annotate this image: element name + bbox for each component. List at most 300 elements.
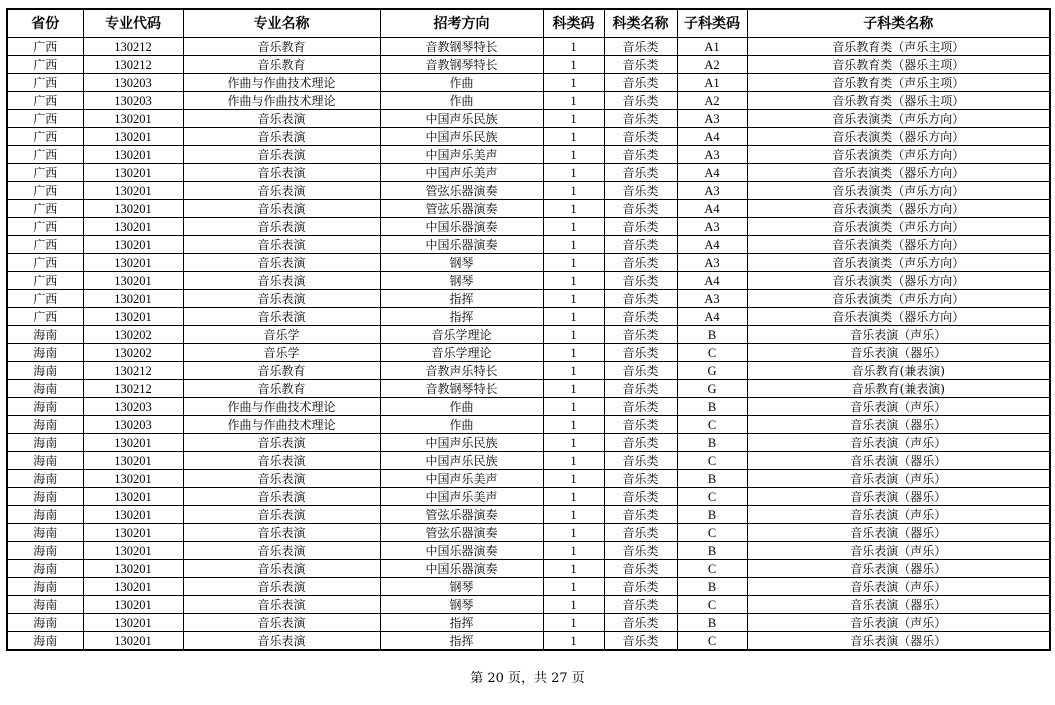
cell-major-code: 130201 xyxy=(83,488,183,506)
cell-major-code: 130201 xyxy=(83,200,183,218)
cell-category-code: 1 xyxy=(543,110,604,128)
cell-province: 海南 xyxy=(7,542,83,560)
cell-category-code: 1 xyxy=(543,560,604,578)
cell-province: 广西 xyxy=(7,164,83,182)
cell-category-name: 音乐类 xyxy=(604,470,677,488)
cell-major-code: 130201 xyxy=(83,542,183,560)
table-row xyxy=(7,74,1050,92)
cell-province: 海南 xyxy=(7,362,83,380)
cell-province: 海南 xyxy=(7,398,83,416)
cell-major-name: 音乐教育 xyxy=(183,38,380,56)
cell-major-name: 音乐表演 xyxy=(183,632,380,651)
cell-subcategory-code: B xyxy=(677,398,747,416)
table-row xyxy=(7,578,1050,596)
cell-category-code: 1 xyxy=(543,614,604,632)
cell-subcategory-code: C xyxy=(677,488,747,506)
cell-category-code: 1 xyxy=(543,452,604,470)
cell-category-name: 音乐类 xyxy=(604,506,677,524)
cell-major-code: 130201 xyxy=(83,614,183,632)
cell-province: 广西 xyxy=(7,200,83,218)
cell-subcategory-name: 音乐教育(兼表演) xyxy=(747,380,1050,398)
cell-category-name: 音乐类 xyxy=(604,326,677,344)
cell-category-code: 1 xyxy=(543,506,604,524)
cell-major-name: 音乐表演 xyxy=(183,254,380,272)
table-row xyxy=(7,326,1050,344)
table-row xyxy=(7,290,1050,308)
cell-subcategory-name: 音乐表演类（器乐方向） xyxy=(747,272,1050,290)
cell-category-code: 1 xyxy=(543,74,604,92)
cell-major-name: 音乐表演 xyxy=(183,560,380,578)
cell-category-code: 1 xyxy=(543,362,604,380)
cell-exam-direction: 音教钢琴特长 xyxy=(380,380,543,398)
cell-subcategory-name: 音乐表演（器乐） xyxy=(747,524,1050,542)
cell-province: 广西 xyxy=(7,308,83,326)
cell-subcategory-code: G xyxy=(677,362,747,380)
cell-province: 海南 xyxy=(7,344,83,362)
cell-province: 海南 xyxy=(7,596,83,614)
cell-category-code: 1 xyxy=(543,632,604,651)
cell-subcategory-code: B xyxy=(677,614,747,632)
cell-exam-direction: 音教钢琴特长 xyxy=(380,38,543,56)
table-row xyxy=(7,164,1050,182)
table-row xyxy=(7,452,1050,470)
cell-major-name: 音乐表演 xyxy=(183,614,380,632)
table-row xyxy=(7,560,1050,578)
cell-subcategory-name: 音乐表演（器乐） xyxy=(747,632,1050,651)
cell-category-code: 1 xyxy=(543,380,604,398)
cell-subcategory-name: 音乐表演类（器乐方向） xyxy=(747,164,1050,182)
cell-major-name: 音乐学 xyxy=(183,344,380,362)
cell-exam-direction: 管弦乐器演奏 xyxy=(380,182,543,200)
cell-province: 广西 xyxy=(7,38,83,56)
cell-exam-direction: 音教声乐特长 xyxy=(380,362,543,380)
cell-subcategory-code: A2 xyxy=(677,92,747,110)
cell-major-name: 音乐表演 xyxy=(183,218,380,236)
cell-exam-direction: 中国乐器演奏 xyxy=(380,218,543,236)
header-major-name: 专业名称 xyxy=(183,9,380,38)
cell-category-code: 1 xyxy=(543,128,604,146)
table-header xyxy=(7,9,1050,38)
cell-category-name: 音乐类 xyxy=(604,560,677,578)
header-category-name: 科类名称 xyxy=(604,9,677,38)
table-row xyxy=(7,596,1050,614)
header-major-code: 专业代码 xyxy=(83,9,183,38)
cell-subcategory-code: C xyxy=(677,416,747,434)
cell-major-code: 130201 xyxy=(83,218,183,236)
table-row xyxy=(7,272,1050,290)
cell-category-name: 音乐类 xyxy=(604,416,677,434)
cell-major-name: 作曲与作曲技术理论 xyxy=(183,398,380,416)
cell-category-name: 音乐类 xyxy=(604,290,677,308)
cell-subcategory-code: C xyxy=(677,524,747,542)
cell-subcategory-code: A3 xyxy=(677,218,747,236)
cell-subcategory-code: B xyxy=(677,506,747,524)
cell-subcategory-name: 音乐表演类（声乐方向） xyxy=(747,218,1050,236)
cell-subcategory-name: 音乐表演（声乐） xyxy=(747,398,1050,416)
cell-province: 海南 xyxy=(7,470,83,488)
cell-subcategory-code: G xyxy=(677,380,747,398)
cell-major-code: 130201 xyxy=(83,182,183,200)
cell-subcategory-name: 音乐表演（声乐） xyxy=(747,434,1050,452)
cell-category-code: 1 xyxy=(543,398,604,416)
cell-major-name: 音乐表演 xyxy=(183,290,380,308)
cell-exam-direction: 钢琴 xyxy=(380,254,543,272)
table-row xyxy=(7,38,1050,56)
cell-subcategory-name: 音乐表演类（器乐方向） xyxy=(747,200,1050,218)
cell-province: 海南 xyxy=(7,326,83,344)
cell-subcategory-code: A2 xyxy=(677,56,747,74)
cell-major-name: 音乐表演 xyxy=(183,182,380,200)
cell-major-code: 130201 xyxy=(83,524,183,542)
cell-subcategory-name: 音乐表演类（声乐方向） xyxy=(747,182,1050,200)
cell-subcategory-code: A3 xyxy=(677,146,747,164)
cell-category-name: 音乐类 xyxy=(604,92,677,110)
cell-category-name: 音乐类 xyxy=(604,380,677,398)
cell-major-name: 音乐表演 xyxy=(183,434,380,452)
table-row xyxy=(7,398,1050,416)
cell-major-code: 130201 xyxy=(83,236,183,254)
cell-exam-direction: 钢琴 xyxy=(380,578,543,596)
cell-subcategory-name: 音乐表演（器乐） xyxy=(747,344,1050,362)
cell-major-name: 音乐学 xyxy=(183,326,380,344)
table-row xyxy=(7,434,1050,452)
cell-subcategory-name: 音乐表演类（声乐方向） xyxy=(747,110,1050,128)
table-row xyxy=(7,110,1050,128)
cell-category-name: 音乐类 xyxy=(604,200,677,218)
cell-category-name: 音乐类 xyxy=(604,434,677,452)
cell-subcategory-name: 音乐表演（器乐） xyxy=(747,416,1050,434)
table-row xyxy=(7,614,1050,632)
cell-major-name: 音乐表演 xyxy=(183,578,380,596)
table-row xyxy=(7,182,1050,200)
table-row xyxy=(7,416,1050,434)
cell-category-code: 1 xyxy=(543,344,604,362)
cell-major-name: 作曲与作曲技术理论 xyxy=(183,416,380,434)
cell-subcategory-code: A4 xyxy=(677,308,747,326)
cell-subcategory-name: 音乐教育类（器乐主项） xyxy=(747,56,1050,74)
cell-category-code: 1 xyxy=(543,218,604,236)
cell-major-code: 130212 xyxy=(83,38,183,56)
cell-category-name: 音乐类 xyxy=(604,182,677,200)
cell-exam-direction: 管弦乐器演奏 xyxy=(380,506,543,524)
cell-exam-direction: 中国声乐美声 xyxy=(380,164,543,182)
cell-category-code: 1 xyxy=(543,308,604,326)
cell-major-code: 130201 xyxy=(83,164,183,182)
cell-province: 海南 xyxy=(7,434,83,452)
admissions-table xyxy=(6,8,1051,651)
cell-major-name: 音乐表演 xyxy=(183,164,380,182)
cell-major-code: 130201 xyxy=(83,146,183,164)
cell-exam-direction: 音乐学理论 xyxy=(380,344,543,362)
cell-exam-direction: 音教钢琴特长 xyxy=(380,56,543,74)
cell-category-code: 1 xyxy=(543,92,604,110)
cell-exam-direction: 中国声乐美声 xyxy=(380,470,543,488)
table-row xyxy=(7,200,1050,218)
cell-subcategory-name: 音乐表演（器乐） xyxy=(747,560,1050,578)
cell-major-name: 作曲与作曲技术理论 xyxy=(183,74,380,92)
cell-major-name: 音乐表演 xyxy=(183,524,380,542)
cell-major-name: 音乐表演 xyxy=(183,506,380,524)
cell-category-code: 1 xyxy=(543,578,604,596)
cell-subcategory-name: 音乐表演（声乐） xyxy=(747,542,1050,560)
cell-category-name: 音乐类 xyxy=(604,254,677,272)
cell-major-code: 130201 xyxy=(83,632,183,651)
cell-exam-direction: 音乐学理论 xyxy=(380,326,543,344)
cell-subcategory-code: A4 xyxy=(677,128,747,146)
cell-exam-direction: 作曲 xyxy=(380,92,543,110)
cell-category-name: 音乐类 xyxy=(604,452,677,470)
cell-exam-direction: 作曲 xyxy=(380,416,543,434)
cell-major-name: 音乐表演 xyxy=(183,542,380,560)
page-number: 第 20 页，共 27 页 xyxy=(470,671,585,686)
cell-province: 海南 xyxy=(7,524,83,542)
table-row xyxy=(7,308,1050,326)
cell-subcategory-name: 音乐教育类（声乐主项） xyxy=(747,38,1050,56)
cell-exam-direction: 中国声乐美声 xyxy=(380,488,543,506)
cell-subcategory-name: 音乐表演类（声乐方向） xyxy=(747,290,1050,308)
table-row xyxy=(7,236,1050,254)
cell-category-name: 音乐类 xyxy=(604,632,677,651)
cell-subcategory-code: B xyxy=(677,470,747,488)
cell-category-code: 1 xyxy=(543,38,604,56)
cell-category-name: 音乐类 xyxy=(604,236,677,254)
cell-subcategory-name: 音乐表演（器乐） xyxy=(747,596,1050,614)
cell-category-name: 音乐类 xyxy=(604,74,677,92)
cell-subcategory-name: 音乐表演（声乐） xyxy=(747,470,1050,488)
table-row xyxy=(7,524,1050,542)
cell-category-name: 音乐类 xyxy=(604,110,677,128)
cell-exam-direction: 中国乐器演奏 xyxy=(380,236,543,254)
cell-subcategory-code: B xyxy=(677,434,747,452)
cell-subcategory-code: C xyxy=(677,452,747,470)
cell-major-code: 130201 xyxy=(83,470,183,488)
cell-category-name: 音乐类 xyxy=(604,524,677,542)
cell-exam-direction: 指挥 xyxy=(380,308,543,326)
cell-subcategory-name: 音乐表演类（声乐方向） xyxy=(747,254,1050,272)
header-province: 省份 xyxy=(7,9,83,38)
cell-major-code: 130201 xyxy=(83,560,183,578)
cell-subcategory-code: B xyxy=(677,542,747,560)
cell-major-code: 130201 xyxy=(83,434,183,452)
cell-category-name: 音乐类 xyxy=(604,218,677,236)
cell-subcategory-name: 音乐表演类（器乐方向） xyxy=(747,128,1050,146)
cell-category-code: 1 xyxy=(543,326,604,344)
cell-subcategory-code: A3 xyxy=(677,290,747,308)
table-row xyxy=(7,506,1050,524)
cell-category-code: 1 xyxy=(543,596,604,614)
cell-subcategory-code: A3 xyxy=(677,254,747,272)
table-row xyxy=(7,146,1050,164)
cell-province: 广西 xyxy=(7,236,83,254)
cell-category-name: 音乐类 xyxy=(604,578,677,596)
table-row xyxy=(7,254,1050,272)
cell-major-name: 音乐表演 xyxy=(183,146,380,164)
cell-category-name: 音乐类 xyxy=(604,38,677,56)
cell-category-code: 1 xyxy=(543,164,604,182)
cell-subcategory-name: 音乐表演类（声乐方向） xyxy=(747,146,1050,164)
cell-province: 广西 xyxy=(7,110,83,128)
cell-category-name: 音乐类 xyxy=(604,308,677,326)
cell-subcategory-code: A4 xyxy=(677,236,747,254)
cell-subcategory-name: 音乐表演类（器乐方向） xyxy=(747,308,1050,326)
cell-province: 广西 xyxy=(7,272,83,290)
cell-exam-direction: 指挥 xyxy=(380,632,543,651)
cell-major-name: 音乐表演 xyxy=(183,128,380,146)
cell-exam-direction: 中国声乐民族 xyxy=(380,452,543,470)
cell-category-code: 1 xyxy=(543,416,604,434)
table-row xyxy=(7,218,1050,236)
cell-subcategory-name: 音乐教育类（器乐主项） xyxy=(747,92,1050,110)
cell-major-name: 音乐表演 xyxy=(183,308,380,326)
cell-major-code: 130201 xyxy=(83,578,183,596)
table-row xyxy=(7,362,1050,380)
cell-province: 广西 xyxy=(7,74,83,92)
cell-category-code: 1 xyxy=(543,434,604,452)
cell-category-code: 1 xyxy=(543,56,604,74)
table-row xyxy=(7,344,1050,362)
table-body xyxy=(7,38,1050,651)
cell-exam-direction: 中国声乐民族 xyxy=(380,110,543,128)
cell-major-code: 130201 xyxy=(83,308,183,326)
cell-major-code: 130212 xyxy=(83,56,183,74)
header-category-code: 科类码 xyxy=(543,9,604,38)
cell-major-code: 130201 xyxy=(83,128,183,146)
cell-province: 广西 xyxy=(7,290,83,308)
cell-major-code: 130201 xyxy=(83,452,183,470)
cell-subcategory-code: B xyxy=(677,326,747,344)
cell-major-name: 音乐教育 xyxy=(183,362,380,380)
cell-province: 海南 xyxy=(7,578,83,596)
cell-category-name: 音乐类 xyxy=(604,362,677,380)
cell-category-name: 音乐类 xyxy=(604,542,677,560)
cell-subcategory-name: 音乐表演（器乐） xyxy=(747,452,1050,470)
cell-exam-direction: 作曲 xyxy=(380,398,543,416)
cell-subcategory-code: A4 xyxy=(677,200,747,218)
cell-subcategory-name: 音乐表演（声乐） xyxy=(747,578,1050,596)
cell-major-name: 音乐表演 xyxy=(183,488,380,506)
cell-major-code: 130202 xyxy=(83,344,183,362)
cell-province: 广西 xyxy=(7,218,83,236)
cell-exam-direction: 指挥 xyxy=(380,614,543,632)
cell-subcategory-code: A3 xyxy=(677,110,747,128)
cell-category-name: 音乐类 xyxy=(604,596,677,614)
cell-exam-direction: 钢琴 xyxy=(380,272,543,290)
cell-category-code: 1 xyxy=(543,488,604,506)
table-row xyxy=(7,128,1050,146)
cell-category-name: 音乐类 xyxy=(604,128,677,146)
cell-province: 海南 xyxy=(7,506,83,524)
cell-major-name: 音乐表演 xyxy=(183,272,380,290)
cell-exam-direction: 作曲 xyxy=(380,74,543,92)
cell-exam-direction: 中国声乐民族 xyxy=(380,128,543,146)
cell-province: 广西 xyxy=(7,128,83,146)
table-row xyxy=(7,470,1050,488)
cell-subcategory-code: A1 xyxy=(677,74,747,92)
cell-subcategory-name: 音乐教育(兼表演) xyxy=(747,362,1050,380)
cell-subcategory-code: B xyxy=(677,578,747,596)
cell-major-code: 130202 xyxy=(83,326,183,344)
cell-major-code: 130203 xyxy=(83,416,183,434)
cell-category-name: 音乐类 xyxy=(604,146,677,164)
cell-major-code: 130201 xyxy=(83,596,183,614)
cell-category-name: 音乐类 xyxy=(604,398,677,416)
cell-category-code: 1 xyxy=(543,470,604,488)
cell-province: 海南 xyxy=(7,380,83,398)
cell-major-name: 音乐表演 xyxy=(183,470,380,488)
cell-category-code: 1 xyxy=(543,200,604,218)
cell-major-code: 130201 xyxy=(83,272,183,290)
cell-subcategory-code: A3 xyxy=(677,182,747,200)
cell-major-code: 130201 xyxy=(83,290,183,308)
cell-major-name: 音乐表演 xyxy=(183,452,380,470)
cell-subcategory-name: 音乐表演（器乐） xyxy=(747,488,1050,506)
table-row xyxy=(7,542,1050,560)
cell-major-code: 130203 xyxy=(83,92,183,110)
cell-province: 海南 xyxy=(7,488,83,506)
cell-subcategory-name: 音乐表演（声乐） xyxy=(747,326,1050,344)
cell-province: 海南 xyxy=(7,614,83,632)
cell-subcategory-code: A1 xyxy=(677,38,747,56)
cell-province: 海南 xyxy=(7,632,83,651)
cell-category-name: 音乐类 xyxy=(604,56,677,74)
cell-exam-direction: 钢琴 xyxy=(380,596,543,614)
cell-category-name: 音乐类 xyxy=(604,344,677,362)
cell-province: 广西 xyxy=(7,182,83,200)
cell-major-code: 130201 xyxy=(83,506,183,524)
cell-exam-direction: 中国声乐美声 xyxy=(380,146,543,164)
cell-exam-direction: 中国声乐民族 xyxy=(380,434,543,452)
cell-province: 广西 xyxy=(7,92,83,110)
cell-major-name: 音乐教育 xyxy=(183,56,380,74)
cell-subcategory-code: C xyxy=(677,344,747,362)
cell-major-name: 音乐表演 xyxy=(183,236,380,254)
cell-category-code: 1 xyxy=(543,542,604,560)
cell-subcategory-name: 音乐表演（声乐） xyxy=(747,506,1050,524)
cell-province: 广西 xyxy=(7,56,83,74)
cell-major-code: 130201 xyxy=(83,254,183,272)
cell-subcategory-name: 音乐表演类（器乐方向） xyxy=(747,236,1050,254)
table-row xyxy=(7,380,1050,398)
cell-province: 海南 xyxy=(7,416,83,434)
cell-category-name: 音乐类 xyxy=(604,272,677,290)
cell-category-name: 音乐类 xyxy=(604,164,677,182)
table-row xyxy=(7,632,1050,651)
cell-exam-direction: 管弦乐器演奏 xyxy=(380,200,543,218)
cell-category-code: 1 xyxy=(543,254,604,272)
cell-major-name: 音乐教育 xyxy=(183,380,380,398)
header-row xyxy=(7,9,1050,38)
header-exam-direction: 招考方向 xyxy=(380,9,543,38)
cell-category-name: 音乐类 xyxy=(604,488,677,506)
table-row xyxy=(7,56,1050,74)
cell-major-name: 音乐表演 xyxy=(183,596,380,614)
cell-major-code: 130203 xyxy=(83,398,183,416)
cell-subcategory-name: 音乐教育类（声乐主项） xyxy=(747,74,1050,92)
cell-exam-direction: 指挥 xyxy=(380,290,543,308)
cell-subcategory-code: C xyxy=(677,596,747,614)
header-subcategory-code: 子科类码 xyxy=(677,9,747,38)
cell-major-name: 音乐表演 xyxy=(183,110,380,128)
cell-major-name: 作曲与作曲技术理论 xyxy=(183,92,380,110)
cell-category-code: 1 xyxy=(543,524,604,542)
cell-major-code: 130212 xyxy=(83,362,183,380)
cell-province: 海南 xyxy=(7,560,83,578)
cell-category-code: 1 xyxy=(543,272,604,290)
cell-category-code: 1 xyxy=(543,146,604,164)
cell-category-code: 1 xyxy=(543,182,604,200)
cell-category-code: 1 xyxy=(543,236,604,254)
cell-subcategory-code: A4 xyxy=(677,272,747,290)
